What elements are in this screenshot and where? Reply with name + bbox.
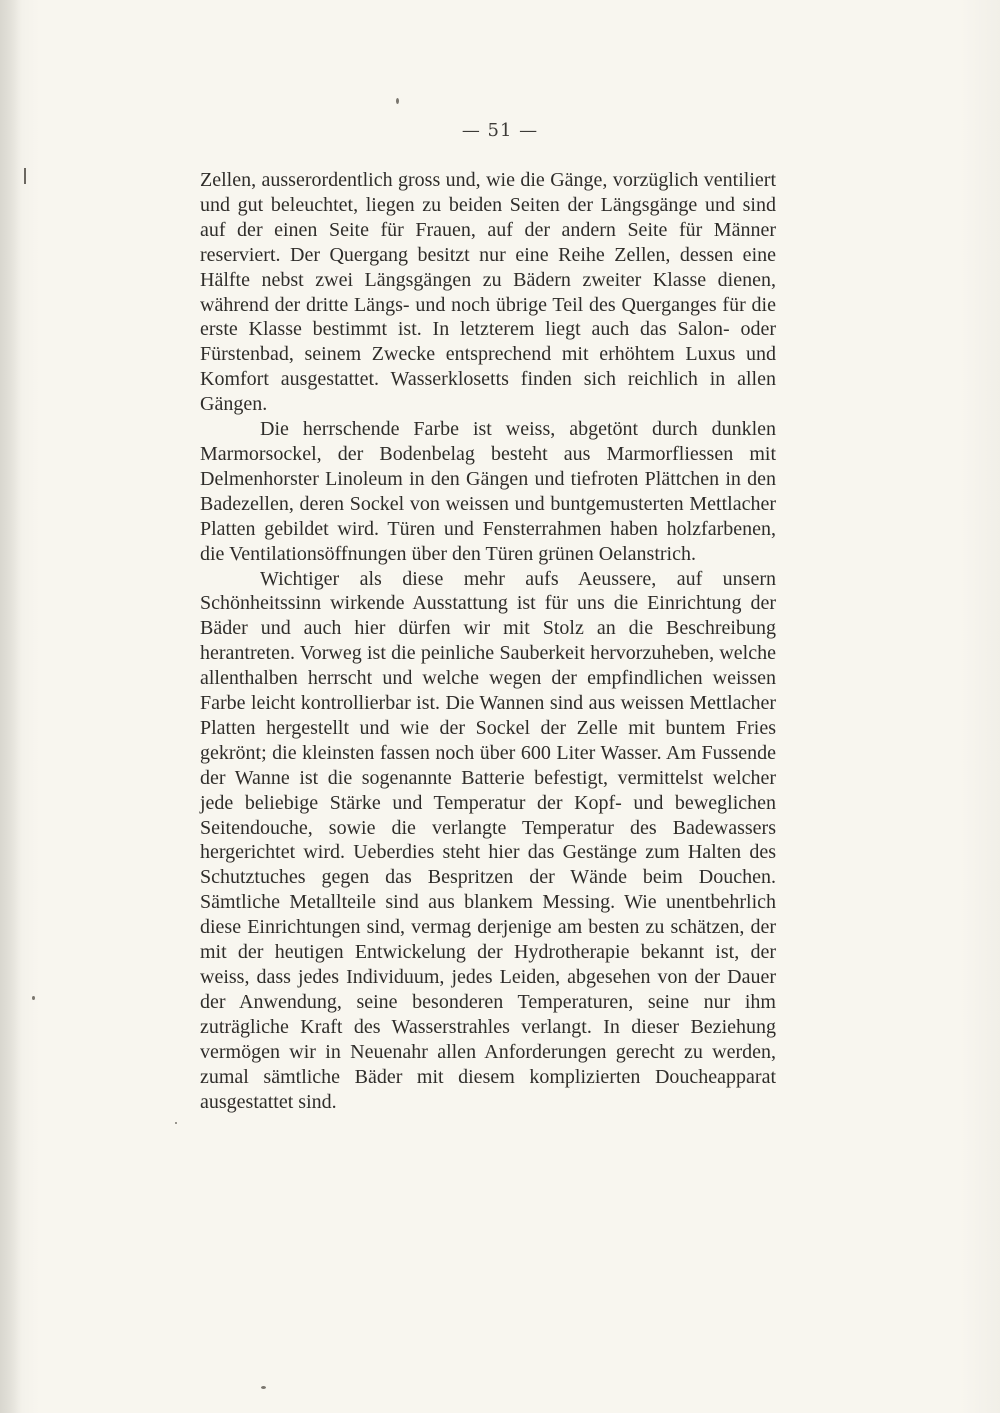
paragraph-3: Wichtiger als diese mehr aufs Aeussere, auf unsern Schönheitssinn wirkende Ausstattung ist für uns die Einrichtung der Bäder und auch hier dürfen wir mit Stolz an die Beschreibung herantreten. Vorweg ist die peinliche Sauberkeit hervorzuheben, welche allenthalben herrscht und welche wegen der empfindlichen weissen Farbe leicht kontrollierbar ist. Die Wannen sind aus weissen Mettlacher Platten hergestellt und wie der Sockel der Zelle mit buntem Fries gekrönt; die kleinsten fassen noch über 600 Liter Wasser. Am Fussende der Wanne ist die sogenannte Batterie befestigt, vermittelst welcher jede beliebige Stärke und Temperatur der Kopf- und beweglichen Seitendouche, sowie die verlangte Temperatur des Badewassers hergerichtet wird. Ueberdies steht hier das Gestänge zum Halten des Schutztuches gegen das Bespritzen der Wände beim Douchen. Sämtliche Metallteile sind aus blankem Messing. Wie unentbehrlich diese Einrichtungen sind, vermag derjenige am besten zu schätzen, der mit der heutigen Entwickelung der Hydrotherapie bekannt ist, der weiss, dass jedes Individuum, jedes Leiden, abgesehen von der Dauer der Anwendung, seine besonderen Temperaturen, seine nur ihm zuträgliche Kraft des Wasserstrahles verlangt. In dieser Beziehung vermögen wir in Neuenahr allen Anforderungen gerecht zu werden, zumal sämtliche Bäder mit diesem komplizierten Doucheapparat ausgestattet sind. — [200, 567, 776, 1113]
margin-mark — [24, 168, 26, 184]
ink-speck — [396, 98, 399, 104]
ink-speck — [175, 1122, 177, 1124]
ink-speck — [261, 1386, 266, 1389]
page-number: — 51 — — [461, 120, 539, 141]
paragraph-1: Zellen, ausserordentlich gross und, wie die Gänge, vorzüglich ventiliert und gut beleuchtet, liegen zu beiden Seiten der Längsgänge und sind auf der einen Seite für Frauen, auf der andern Seite für Männer reserviert. Der Quergang besitzt nur eine Reihe Zellen, dessen eine Hälfte nebst zwei Längsgängen zu Bädern zweiter Klasse dienen, während der dritte Längs- und noch übrige Teil des Querganges für die erste Klasse bestimmt ist. In letzterem liegt auch das Salon- oder Fürstenbad, seinem Zwecke entsprechend mit erhöhtem Luxus und Komfort ausgestattet. Wasserklosetts finden sich reichlich in allen Gängen. — [200, 169, 776, 416]
binding-shadow — [0, 0, 22, 1413]
paragraph-2: Die herrschende Farbe ist weiss, abgetönt durch dunklen Marmorsockel, der Bodenbelag besteht aus Marmorfliessen mit Delmenhorster Linoleum in den Gängen und tiefroten Plättchen in den Badezellen, deren Sockel von weissen und buntgemusterten Mettlacher Platten gebildet wird. Türen und Fensterrahmen haben holzfarbenen, die Ventilationsöffnungen über den Türen grünen Oelanstrich. — [200, 418, 776, 565]
ink-speck — [32, 996, 35, 1000]
body-text — [200, 168, 776, 1114]
